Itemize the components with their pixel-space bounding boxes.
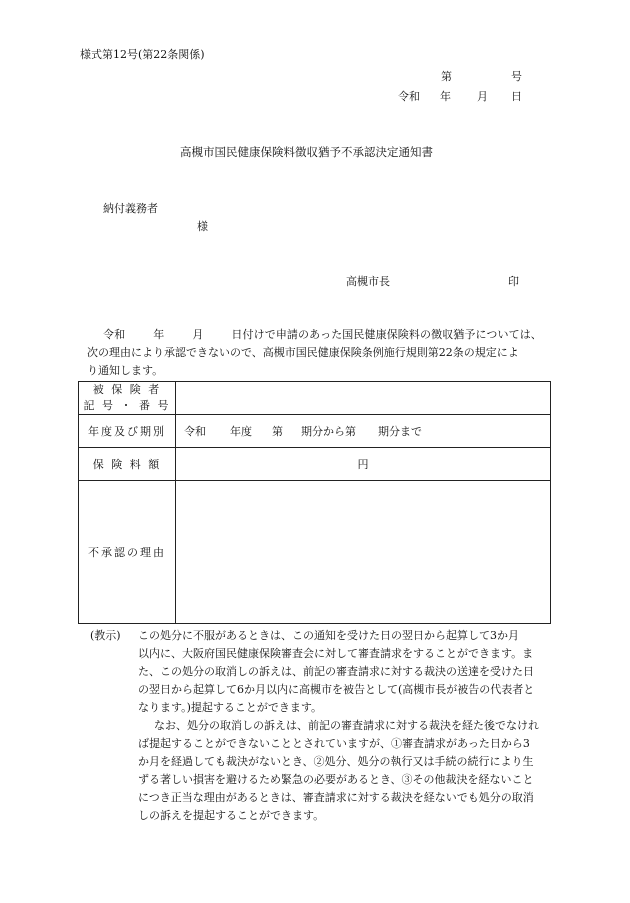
reason-value-cell xyxy=(176,481,551,624)
period-nendo: 年度 xyxy=(230,424,252,438)
notice-body-line-1 xyxy=(87,326,557,344)
period-value-cell xyxy=(176,415,551,448)
table-row-insured xyxy=(79,382,551,415)
recipient-honorific: 様 xyxy=(197,220,208,233)
insured-label-line-1: 被 保 険 者 xyxy=(92,383,162,396)
insured-value-cell xyxy=(176,382,551,415)
document-number-dai: 第 xyxy=(441,70,452,83)
date-year: 年 xyxy=(440,90,451,103)
notice-line-3: た、この処分の取消しの訴えは、前記の審査請求に対する裁決の送達を受けた日 xyxy=(138,665,534,678)
period-label: 年度及び期別 xyxy=(79,415,176,448)
notice-body-line-2: 次の理由により承認できないので、高槻市国民健康保険条例施行規則第22条の規定によ xyxy=(87,346,519,359)
notice-line-7: ば提起することができないこととされていますが、①審査請求があった日から3 xyxy=(138,737,530,750)
date-month: 月 xyxy=(477,90,488,103)
body-era: 令和 xyxy=(103,328,126,341)
form-number: 様式第12号(第22条関係) xyxy=(80,48,205,61)
notice-line-4: の翌日から起算して6か月以内に高槻市を被告として(高槻市長が被告の代表者と xyxy=(138,683,535,696)
notice-line-9: ずる著しい損害を避けるため緊急の必要があるとき、③その他裁決を経ないこと xyxy=(138,773,534,786)
document-title: 高槻市国民健康保険料徴収猶予不承認決定通知書 xyxy=(180,145,433,159)
table-row-period xyxy=(79,415,551,448)
payer-label: 納付義務者 xyxy=(103,202,158,215)
reason-label: 不承認の理由 xyxy=(79,481,176,624)
table-row-reason xyxy=(79,481,551,624)
period-to: 期分まで xyxy=(378,424,422,438)
body-month: 月 xyxy=(192,328,204,341)
document-number-go: 号 xyxy=(511,70,522,83)
notice-line-6: なお、処分の取消しの訴えは、前記の審査請求に対する裁決を経た後でなけれ xyxy=(154,719,539,732)
notice-line-8: か月を経過しても裁決がないとき、②処分、処分の執行又は手続の続行により生 xyxy=(138,755,534,768)
notice-line-1 xyxy=(90,627,560,645)
notice-line-11: しの訴えを提起することができます。 xyxy=(138,809,325,822)
insured-label-line-2: 記 号 ・ 番 号 xyxy=(83,399,171,412)
table-row-premium xyxy=(79,448,551,481)
notice-body xyxy=(87,326,557,380)
notice-line-10: につき正当な理由があるときは、審査請求に対する裁決を経ないでも処分の取消 xyxy=(138,791,534,804)
body-year: 年 xyxy=(153,328,165,341)
notice-table xyxy=(78,381,551,624)
appeal-notice xyxy=(90,627,560,825)
sender-mayor: 高槻市長 xyxy=(346,275,390,288)
date-day: 日 xyxy=(511,90,522,103)
notice-text-1: この処分に不服があるときは、この通知を受けた日の翌日から起算して3か月 xyxy=(138,629,519,642)
period-dai: 第 xyxy=(272,424,283,438)
body-rest: 日付けで申請のあった国民健康保険料の徴収猶予については、 xyxy=(231,328,542,341)
notice-line-5: なります。)提起することができます。 xyxy=(138,701,323,714)
insured-label xyxy=(79,382,176,415)
period-from: 期分から第 xyxy=(301,424,356,438)
seal-mark: 印 xyxy=(508,275,519,288)
period-era: 令和 xyxy=(184,424,206,438)
date-era: 令和 xyxy=(398,90,420,103)
notice-line-2: 以内に、大阪府国民健康保険審査会に対して審査請求をすることができます。ま xyxy=(138,647,534,660)
notice-body-line-3: り通知します。 xyxy=(87,364,164,377)
premium-label: 保 険 料 額 xyxy=(79,448,176,481)
premium-unit: 円 xyxy=(176,448,551,481)
notice-tag: (教示) xyxy=(90,629,121,642)
